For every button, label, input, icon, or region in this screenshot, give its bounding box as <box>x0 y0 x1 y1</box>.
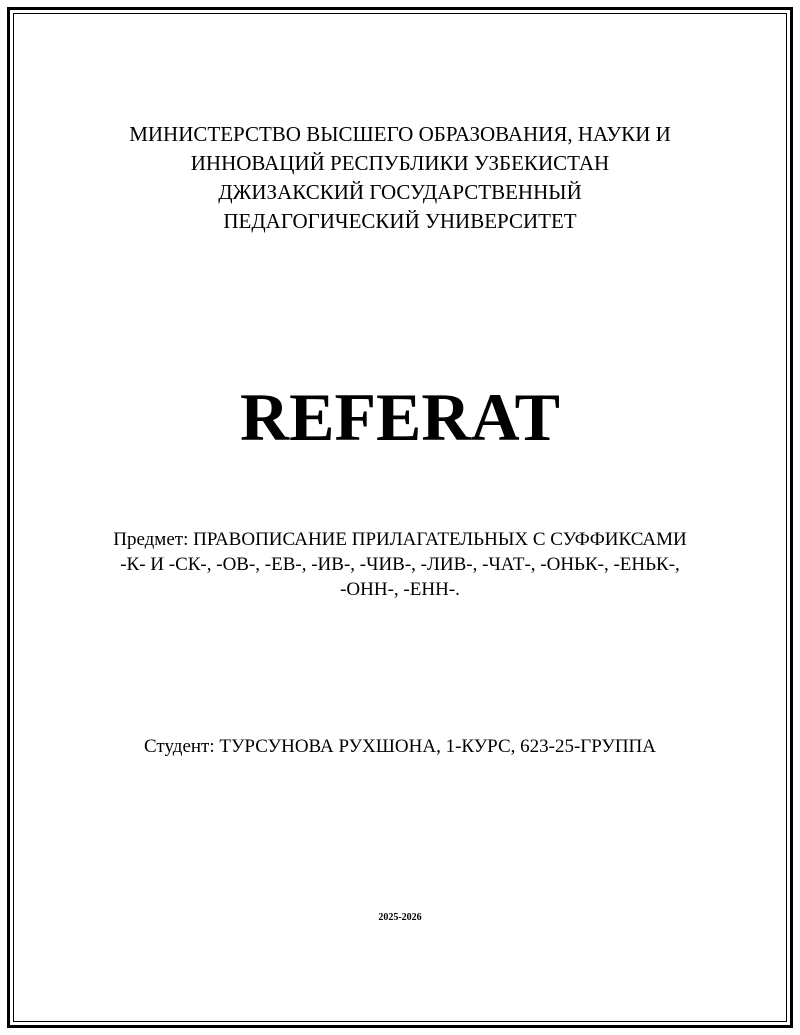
subject-line-3: -ОНН-, -ЕНН-. <box>340 579 460 600</box>
institution-line-1: МИНИСТЕРСТВО ВЫСШЕГО ОБРАЗОВАНИЯ, НАУКИ И <box>129 122 671 146</box>
student-info: Студент: ТУРСУНОВА РУХШОНА, 1-КУРС, 623-25-ГРУППА <box>144 736 656 757</box>
document-title: REFERAT <box>240 379 560 455</box>
subject-line-1: Предмет: ПРАВОПИСАНИЕ ПРИЛАГАТЕЛЬНЫХ С СУФФИКСАМИ <box>113 529 687 550</box>
institution-line-4: ПЕДАГОГИЧЕСКИЙ УНИВЕРСИТЕТ <box>223 209 577 233</box>
institution-line-2: ИННОВАЦИЙ РЕСПУБЛИКИ УЗБЕКИСТАН <box>190 151 610 175</box>
subject-line-2: -К- И -СК-, -ОВ-, -ЕВ-, -ИВ-, -ЧИВ-, -ЛИВ-, -ЧАТ-, -ОНЬК-, -ЕНЬК-, <box>120 554 680 575</box>
institution-header <box>0 120 800 236</box>
institution-line-3: ДЖИЗАКСКИЙ ГОСУДАРСТВЕННЫЙ <box>218 180 582 204</box>
subject-block <box>0 527 800 602</box>
academic-year: 2025-2026 <box>378 912 422 923</box>
